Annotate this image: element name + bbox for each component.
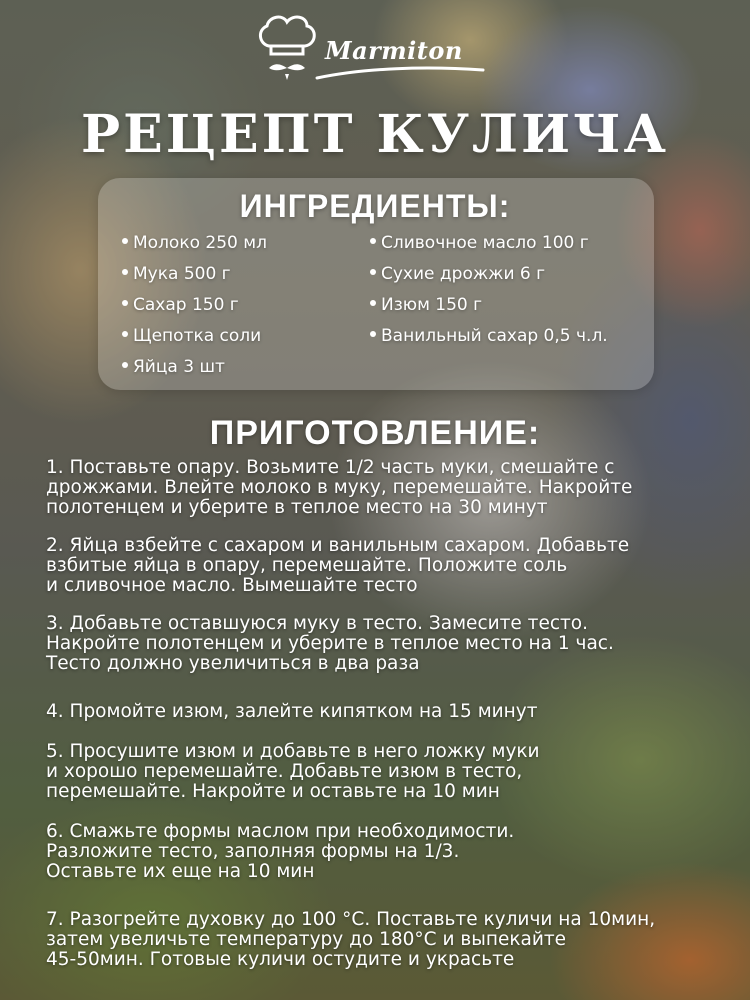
step-3: 3. Добавьте оставшуюся муку в тесто. Замесите тесто. Накройте полотенцем и уберите в теплое место на 1 час. Тесто должно увеличиться в два раза (46, 613, 614, 674)
step-2: 2. Яйца взбейте с сахаром и ванильным сахаром. Добавьте взбитые яйца в опару, перемешайте. Положите соль и сливочное масло. Вымешайте тесто (46, 535, 630, 596)
ingredient-item: Яйца 3 шт (122, 352, 267, 383)
ingredients-list-left (122, 228, 267, 383)
ingredients-list-right (370, 228, 608, 352)
bullet-icon (122, 269, 128, 275)
step-4: 4. Промойте изюм, залейте кипятком на 15 минут (46, 701, 538, 722)
step-7: 7. Разогрейте духовку до 100 °С. Поставьте куличи на 10мин, затем увеличьте температуру до 180°С и выпекайте 45-50мин. Готовые куличи остудите и украсьте (46, 909, 656, 970)
bullet-icon (122, 300, 128, 306)
ingredients-heading: ИНГРЕДИЕНТЫ: (239, 188, 511, 224)
bullet-icon (122, 362, 128, 368)
ingredient-item: Сахар 150 г (122, 290, 267, 321)
ingredient-item: Сливочное масло 100 г (370, 228, 608, 259)
step-1: 1. Поставьте опару. Возьмите 1/2 часть муки, смешайте с дрожжами. Влейте молоко в муку, перемешайте. Накройте полотенцем и уберите в теплое место на 30 минут (46, 457, 633, 518)
bullet-icon (370, 238, 376, 244)
preparation-heading: ПРИГОТОВЛЕНИЕ: (209, 414, 541, 452)
logo-swoosh (315, 62, 485, 82)
bullet-icon (122, 331, 128, 337)
bullet-icon (370, 331, 376, 337)
ingredient-item: Мука 500 г (122, 259, 267, 290)
brand-name: Marmiton (325, 36, 463, 65)
marmiton-logo (255, 10, 495, 85)
ingredient-item: Щепотка соли (122, 321, 267, 352)
bullet-icon (370, 269, 376, 275)
page-title: РЕЦЕПТ КУЛИЧА (81, 104, 669, 165)
step-6: 6. Смажьте формы маслом при необходимости. Разложите тесто, заполняя формы на 1/3. Оставьте их еще на 10 мин (46, 821, 515, 882)
ingredient-item: Изюм 150 г (370, 290, 608, 321)
bullet-icon (122, 238, 128, 244)
ingredient-item: Молоко 250 мл (122, 228, 267, 259)
step-5: 5. Просушите изюм и добавьте в него ложку муки и хорошо перемешайте. Добавьте изюм в тесто, перемешайте. Накройте и оставьте на 10 мин (46, 741, 540, 802)
bullet-icon (370, 300, 376, 306)
ingredient-item: Сухие дрожжи 6 г (370, 259, 608, 290)
ingredient-item: Ванильный сахар 0,5 ч.л. (370, 321, 608, 352)
